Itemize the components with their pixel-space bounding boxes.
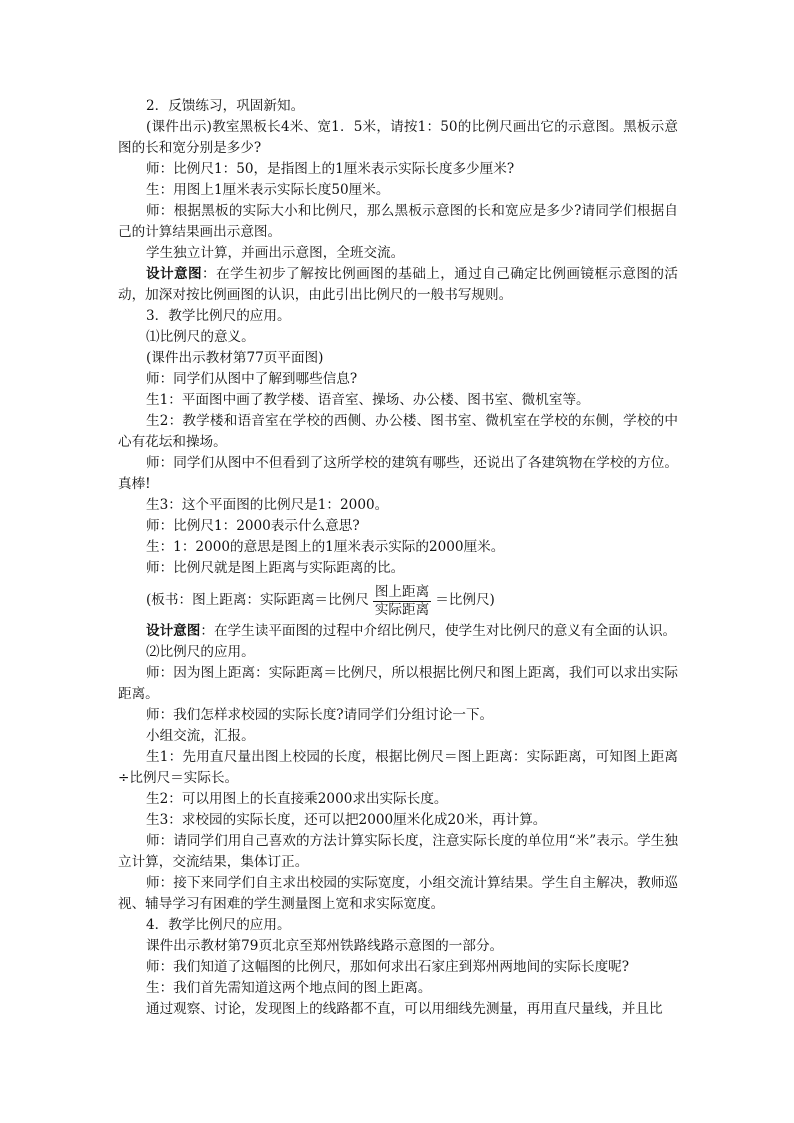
paragraph-text: (课件出示教材第77页平面图) — [146, 350, 324, 366]
paragraph — [118, 411, 678, 453]
paragraph-text: 师：接下来同学们自主求出校园的实际宽度，小组交流计算结果。学生自主解决，教师巡视、辅导学习有困难的学生测量图上宽和求实际宽度。 — [118, 875, 678, 912]
document-body — [118, 96, 678, 1020]
paragraph-text: 4．教学比例尺的应用。 — [146, 917, 291, 933]
paragraph — [118, 453, 678, 495]
paragraph-text: 生1：平面图中画了教学楼、语音室、操场、办公楼、图书室、微机室等。 — [146, 392, 590, 408]
paragraph-group-1 — [118, 96, 678, 579]
paragraph-text: 师：请同学们用自己喜欢的方法计算实际长度，注意实际长度的单位用“米”表示。学生独立计算，交流结果，集体订正。 — [118, 833, 678, 870]
paragraph-text: 生：我们首先需知道这两个地点间的图上距离。 — [146, 980, 432, 996]
paragraph-text: 生2：教学楼和语音室在学校的西侧、办公楼、图书室、微机室在学校的东侧，学校的中心有花坛和操场。 — [118, 413, 678, 450]
paragraph-text: 生：1：2000的意思是图上的1厘米表示实际的2000厘米。 — [146, 539, 505, 555]
paragraph-text: ⑵比例尺的应用。 — [146, 644, 255, 660]
paragraph — [118, 621, 678, 642]
paragraph — [118, 537, 678, 558]
paragraph — [118, 936, 678, 957]
paragraph — [118, 999, 678, 1020]
paragraph — [118, 789, 678, 810]
paragraph-text: 生：用图上1厘米表示实际长度50厘米。 — [146, 182, 390, 198]
paragraph — [118, 327, 678, 348]
paragraph — [118, 495, 678, 516]
paragraph — [118, 810, 678, 831]
paragraph — [118, 306, 678, 327]
paragraph — [118, 348, 678, 369]
paragraph-text: ：在学生读平面图的过程中介绍比例尺，使学生对比例尺的意义有全面的认识。 — [200, 623, 677, 639]
paragraph-text: ⑴比例尺的意义。 — [146, 329, 255, 345]
fraction-numerator: 图上距离 — [374, 583, 430, 600]
paragraph — [118, 369, 678, 390]
paragraph-text: 师：根据黑板的实际大小和比例尺，那么黑板示意图的长和宽应是多少?请同学们根据自己的计算结果画出示意图。 — [118, 203, 678, 240]
blackboard-formula — [118, 579, 678, 621]
formula-fraction — [373, 584, 431, 619]
paragraph — [118, 705, 678, 726]
fraction-denominator: 实际距离 — [374, 601, 430, 618]
paragraph-text: (课件出示)教室黑板长4米、宽1．5米，请按1：50的比例尺画出它的示意图。黑板示意图的长和宽分别是多少? — [118, 119, 678, 156]
paragraph — [118, 558, 678, 579]
paragraph — [118, 264, 678, 306]
paragraph-text: 师：同学们从图中了解到哪些信息? — [146, 371, 358, 387]
paragraph — [118, 390, 678, 411]
paragraph-text: 学生独立计算，并画出示意图，全班交流。 — [146, 245, 405, 261]
paragraph — [118, 978, 678, 999]
paragraph — [118, 201, 678, 243]
paragraph-text: 3．教学比例尺的应用。 — [146, 308, 291, 324]
paragraph-text: 小组交流，汇报。 — [146, 728, 255, 744]
paragraph-group-2 — [118, 621, 678, 1020]
paragraph — [118, 96, 678, 117]
design-intent-label: 设计意图 — [146, 266, 203, 282]
paragraph-text: 师：因为图上距离：实际距离＝比例尺，所以根据比例尺和图上距离，我们可以求出实际距离。 — [118, 665, 678, 702]
paragraph — [118, 663, 678, 705]
paragraph-text: 师：同学们从图中不但看到了这所学校的建筑有哪些，还说出了各建筑物在学校的方位。真棒! — [118, 455, 678, 492]
paragraph-text: 师：我们怎样求校园的实际长度?请同学们分组讨论一下。 — [146, 707, 494, 723]
paragraph-text: 师：比例尺1：2000表示什么意思? — [146, 518, 360, 534]
paragraph — [118, 117, 678, 159]
paragraph-text: ：在学生初步了解按比例画图的基础上，通过自己确定比例画镜框示意图的活动，加深对按比例画图的认识，由此引出比例尺的一般书写规则。 — [118, 266, 679, 303]
paragraph-text: 师：比例尺1：50，是指图上的1厘米表示实际长度多少厘米? — [146, 161, 515, 177]
paragraph — [118, 915, 678, 936]
paragraph-text: 通过观察、讨论，发现图上的线路都不直，可以用细线先测量，再用直尺量线，并且比 — [146, 1001, 663, 1017]
design-intent-label: 设计意图 — [146, 623, 201, 639]
paragraph — [118, 642, 678, 663]
paragraph-text: 课件出示教材第79页北京至郑州铁路线路示意图的一部分。 — [146, 938, 504, 954]
paragraph-text: 2．反馈练习，巩固新知。 — [146, 98, 305, 114]
paragraph — [118, 159, 678, 180]
paragraph-text: 生3：这个平面图的比例尺是1：2000。 — [146, 497, 389, 513]
paragraph — [118, 516, 678, 537]
formula-prefix: (板书：图上距离：实际距离＝比例尺 — [146, 591, 369, 608]
paragraph — [118, 726, 678, 747]
formula-suffix: ＝比例尺) — [435, 591, 495, 608]
paragraph — [118, 180, 678, 201]
paragraph-text: 师：我们知道了这幅图的比例尺，那如何求出石家庄到郑州两地间的实际长度呢? — [146, 959, 630, 975]
paragraph — [118, 873, 678, 915]
paragraph-text: 生3：求校园的实际长度，还可以把2000厘米化成20米，再计算。 — [146, 812, 547, 828]
paragraph-text: 师：比例尺就是图上距离与实际距离的比。 — [146, 560, 405, 576]
paragraph — [118, 831, 678, 873]
paragraph-text: 生1：先用直尺量出图上校园的长度，根据比例尺＝图上距离：实际距离，可知图上距离÷比例尺＝实际长。 — [118, 749, 678, 786]
paragraph — [118, 747, 678, 789]
paragraph — [118, 957, 678, 978]
paragraph — [118, 243, 678, 264]
paragraph-text: 生2：可以用图上的长直接乘2000求出实际长度。 — [146, 791, 448, 807]
